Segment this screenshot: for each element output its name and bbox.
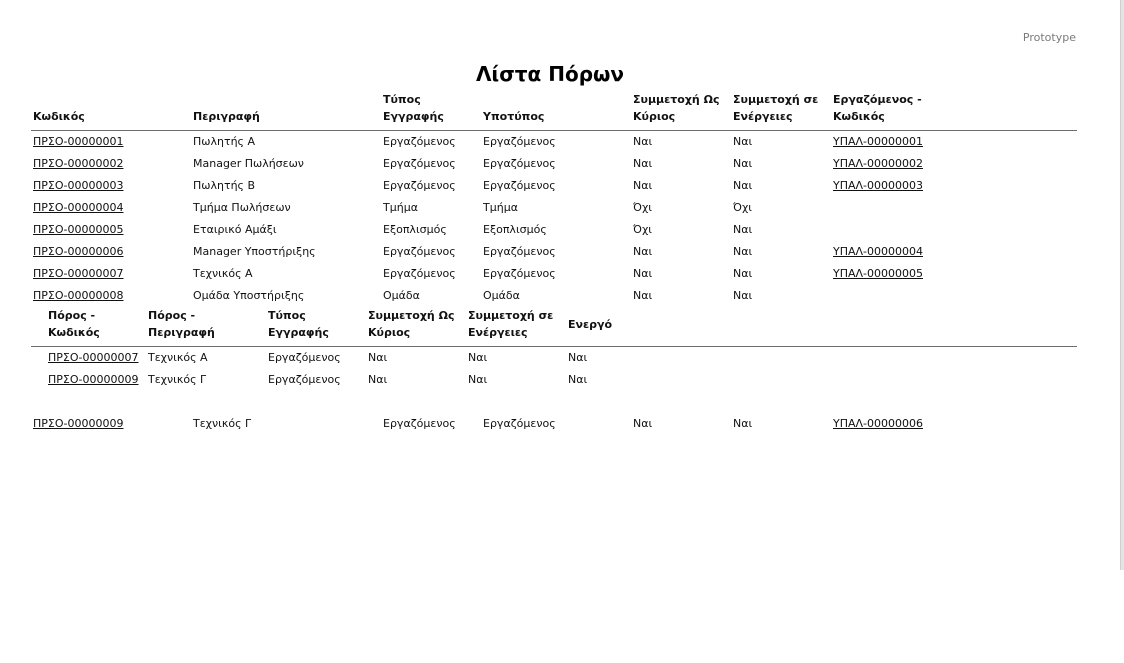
resource-code-cell (33, 156, 123, 171)
page-title: Λίστα Πόρων (475, 62, 625, 86)
resource-code-link[interactable]: ΠΡΣΟ-00000007 (33, 267, 124, 280)
employee-code-cell (833, 244, 923, 259)
resource-code-link[interactable]: ΠΡΣΟ-00000002 (33, 157, 124, 170)
col-code-header: Κωδικός (33, 110, 85, 123)
resource-code-cell (48, 350, 138, 365)
description-cell: Τμήμα Πωλήσεων (193, 201, 291, 214)
col-record-type-header: Τύπος Εγγραφής (383, 93, 444, 123)
description-cell: Τεχνικός Γ (193, 417, 252, 430)
employee-code-link[interactable]: ΥΠΑΛ-00000004 (833, 245, 923, 258)
resource-code-link[interactable]: ΠΡΣΟ-00000004 (33, 201, 124, 214)
employee-code-cell (833, 156, 923, 171)
action-participation-cell: Ναι (733, 179, 753, 192)
employee-code-cell (833, 266, 923, 281)
sub-col-record-type-header: Τύπος Εγγραφής (268, 309, 329, 339)
record-type-cell: Τμήμα (383, 201, 418, 214)
col-subtype-header: Υποτύπος (483, 110, 545, 123)
col-employee-code-header: Εργαζόμενος - Κωδικός (833, 93, 922, 123)
record-type-cell: Εργαζόμενος (383, 179, 456, 192)
main-participation-cell: Ναι (633, 245, 653, 258)
subtype-cell: Εξοπλισμός (483, 223, 547, 236)
table-row (31, 153, 1077, 175)
table-row (31, 263, 1077, 285)
action-participation-cell: Ναι (468, 373, 488, 386)
resource-code-cell (48, 372, 138, 387)
subtable-row (31, 369, 1077, 391)
resource-code-link[interactable]: ΠΡΣΟ-00000008 (33, 289, 124, 302)
resource-code-cell (33, 266, 123, 281)
main-participation-cell: Ναι (633, 417, 653, 430)
main-participation-cell: Όχι (633, 223, 653, 236)
subtype-cell: Εργαζόμενος (483, 267, 556, 280)
employee-code-link[interactable]: ΥΠΑΛ-00000001 (833, 135, 923, 148)
resource-code-link[interactable]: ΠΡΣΟ-00000006 (33, 245, 124, 258)
col-main-participation-header: Συμμετοχή Ως Κύριος (633, 93, 720, 123)
description-cell: Ομάδα Υποστήριξης (193, 289, 305, 302)
prototype-label: Prototype (1022, 31, 1076, 44)
resource-table (31, 91, 1077, 435)
resource-code-link[interactable]: ΠΡΣΟ-00000009 (48, 373, 139, 386)
description-cell: Τεχνικός Α (193, 267, 253, 280)
subtype-cell: Εργαζόμενος (483, 157, 556, 170)
scrollbar[interactable] (1120, 0, 1124, 570)
resource-code-link[interactable]: ΠΡΣΟ-00000005 (33, 223, 124, 236)
record-type-cell: Εργαζόμενος (383, 417, 456, 430)
subtype-cell: Ομάδα (483, 289, 520, 302)
main-participation-cell: Όχι (633, 201, 653, 214)
sub-col-resource-description-header: Πόρος - Περιγραφή (148, 309, 215, 339)
description-cell: Τεχνικός Α (148, 351, 208, 364)
resource-code-cell (33, 288, 123, 303)
subtable-row (31, 347, 1077, 369)
resource-code-cell (33, 244, 123, 259)
main-participation-cell: Ναι (368, 373, 388, 386)
table-row (31, 175, 1077, 197)
action-participation-cell: Ναι (733, 135, 753, 148)
employee-code-cell (833, 134, 923, 149)
description-cell: Τεχνικός Γ (148, 373, 207, 386)
active-cell: Ναι (568, 351, 588, 364)
action-participation-cell: Ναι (733, 245, 753, 258)
table-row (31, 219, 1077, 241)
sub-col-active-header: Ενεργό (568, 318, 613, 331)
employee-code-link[interactable]: ΥΠΑΛ-00000006 (833, 417, 923, 430)
sub-col-main-participation-header: Συμμετοχή Ως Κύριος (368, 309, 455, 339)
subtable-header (31, 307, 1077, 347)
main-participation-cell: Ναι (633, 289, 653, 302)
record-type-cell: Εργαζόμενος (383, 267, 456, 280)
subtype-cell: Εργαζόμενος (483, 417, 556, 430)
description-cell: Manager Πωλήσεων (193, 157, 304, 170)
employee-code-cell (833, 178, 923, 193)
sub-col-action-participation-header: Συμμετοχή σε Ενέργειες (468, 309, 554, 339)
resource-code-cell (33, 178, 123, 193)
table-row (31, 197, 1077, 219)
active-cell: Ναι (568, 373, 588, 386)
record-type-cell: Εργαζόμενος (268, 373, 341, 386)
main-participation-cell: Ναι (368, 351, 388, 364)
action-participation-cell: Όχι (733, 201, 753, 214)
record-type-cell: Εργαζόμενος (383, 157, 456, 170)
description-cell: Manager Υποστήριξης (193, 245, 316, 258)
action-participation-cell: Ναι (733, 267, 753, 280)
subtable (31, 307, 1077, 391)
description-cell: Πωλητής Α (193, 135, 256, 148)
employee-code-link[interactable]: ΥΠΑΛ-00000005 (833, 267, 923, 280)
col-action-participation-header: Συμμετοχή σε Ενέργειες (733, 93, 819, 123)
employee-code-link[interactable]: ΥΠΑΛ-00000002 (833, 157, 923, 170)
action-participation-cell: Ναι (468, 351, 488, 364)
record-type-cell: Εξοπλισμός (383, 223, 447, 236)
description-cell: Εταιρικό Αμάξι (193, 223, 277, 236)
record-type-cell: Εργαζόμενος (383, 135, 456, 148)
table-row (31, 241, 1077, 263)
subtype-cell: Εργαζόμενος (483, 179, 556, 192)
action-participation-cell: Ναι (733, 289, 753, 302)
table-row (31, 131, 1077, 153)
sub-col-resource-code-header: Πόρος - Κωδικός (48, 309, 100, 339)
main-participation-cell: Ναι (633, 267, 653, 280)
action-participation-cell: Ναι (733, 223, 753, 236)
resource-code-cell (33, 134, 123, 149)
table-row (31, 285, 1077, 307)
employee-code-link[interactable]: ΥΠΑΛ-00000003 (833, 179, 923, 192)
main-participation-cell: Ναι (633, 157, 653, 170)
main-participation-cell: Ναι (633, 179, 653, 192)
record-type-cell: Εργαζόμενος (268, 351, 341, 364)
resource-code-link[interactable]: ΠΡΣΟ-00000001 (33, 135, 124, 148)
description-cell: Πωλητής Β (193, 179, 256, 192)
resource-code-link[interactable]: ΠΡΣΟ-00000003 (33, 179, 124, 192)
record-type-cell: Εργαζόμενος (383, 245, 456, 258)
action-participation-cell: Ναι (733, 417, 753, 430)
action-participation-cell: Ναι (733, 157, 753, 170)
table-header (31, 91, 1077, 131)
col-description-header: Περιγραφή (193, 110, 260, 123)
resource-code-link[interactable]: ΠΡΣΟ-00000007 (48, 351, 139, 364)
resource-code-cell (33, 222, 123, 237)
resource-code-cell (33, 200, 123, 215)
subtype-cell: Εργαζόμενος (483, 245, 556, 258)
subtype-cell: Εργαζόμενος (483, 135, 556, 148)
subtype-cell: Τμήμα (483, 201, 518, 214)
main-participation-cell: Ναι (633, 135, 653, 148)
resource-code-link[interactable]: ΠΡΣΟ-00000009 (33, 417, 124, 430)
table-row (31, 413, 1077, 435)
record-type-cell: Ομάδα (383, 289, 420, 302)
